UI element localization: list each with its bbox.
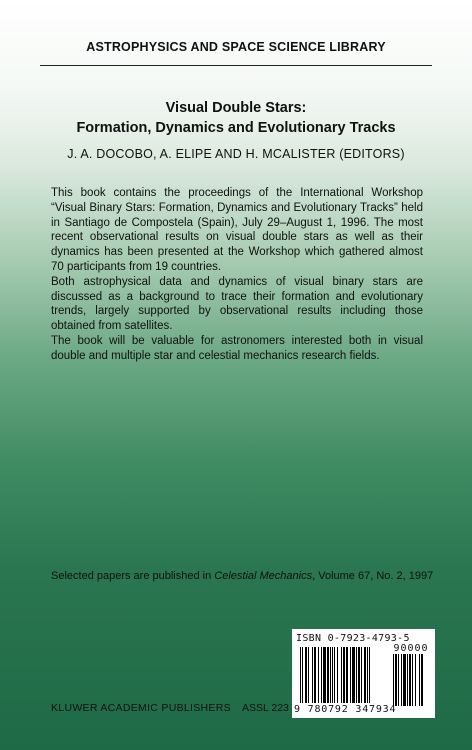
barcode-bar — [305, 647, 307, 703]
description-paragraph-2: Both astrophysical data and dynamics of visual binary stars are discussed as a background to trace their formation and evolutionary trends, largely supported by observational results including those obtained from satellites. — [51, 275, 423, 333]
barcode-bar — [352, 647, 355, 703]
barcode-bar — [330, 647, 331, 703]
barcode-bar — [337, 647, 338, 703]
description-paragraph-3: The book will be valuable for astronomers interested both in visual double and multiple star and celestial mechanics research fields. — [51, 334, 423, 362]
barcode-bar — [356, 647, 357, 703]
barcode — [292, 629, 435, 718]
barcode-bar — [395, 654, 397, 706]
ean-number: 9 780792 347934 — [294, 704, 397, 715]
barcode-bar — [415, 654, 416, 706]
barcode-bar — [367, 647, 368, 703]
publisher: KLUWER ACADEMIC PUBLISHERS — [51, 702, 231, 714]
barcode-bar — [401, 654, 402, 706]
barcode-bar — [302, 647, 303, 703]
description — [51, 186, 423, 364]
barcode-bar — [323, 647, 326, 703]
note-suffix: , Volume 67, No. 2, 1997 — [312, 570, 434, 582]
barcode-bar — [318, 647, 319, 703]
addon-number: 90000 — [393, 643, 429, 654]
ean-barcode-bars — [300, 647, 388, 703]
barcode-bar — [412, 654, 413, 706]
book-title — [0, 98, 472, 138]
series-title: ASTROPHYSICS AND SPACE SCIENCE LIBRARY — [86, 40, 386, 54]
journal-note — [51, 570, 433, 582]
barcode-bar — [300, 647, 301, 703]
addon-barcode-bars — [393, 654, 429, 706]
isbn-label: ISBN 0-7923-4793-5 — [296, 633, 410, 644]
barcode-bar — [327, 647, 329, 703]
barcode-bar — [350, 647, 351, 703]
title-line-2: Formation, Dynamics and Evolutionary Tracks — [76, 120, 396, 136]
title-line-1: Visual Double Stars: — [165, 100, 307, 116]
barcode-bar — [361, 647, 362, 703]
barcode-bar — [308, 647, 309, 703]
barcode-bar — [398, 654, 399, 706]
note-journal: Celestial Mechanics — [214, 570, 313, 582]
header-divider — [40, 65, 432, 66]
barcode-bar — [419, 654, 420, 706]
barcode-bar — [343, 647, 345, 703]
barcode-bar — [409, 654, 411, 706]
addon-barcode — [393, 643, 429, 711]
series-code: ASSL 223 — [242, 702, 289, 714]
editors: J. A. DOCOBO, A. ELIPE AND H. MCALISTER (EDITORS) — [67, 147, 405, 161]
barcode-bar — [358, 647, 360, 703]
barcode-bar — [321, 647, 322, 703]
barcode-bar — [341, 647, 342, 703]
note-prefix: Selected papers are published in — [51, 570, 215, 582]
barcode-bar — [407, 654, 408, 706]
description-paragraph-1: This book contains the proceedings of the International Workshop “Visual Binary Stars: Formation, Dynamics and Evolutionary Tracks” held in Santiago de Compostela (Spain), July 29–August 1, 1996. The most recent observational results on visual double stars as well as their dynamics has been presented at the Workshop which gathered almost 70 participants from 19 countries. — [51, 187, 423, 273]
barcode-bar — [332, 647, 333, 703]
barcode-bar — [312, 647, 313, 703]
barcode-bar — [334, 647, 335, 703]
barcode-bar — [421, 654, 423, 706]
barcode-bar — [314, 647, 316, 703]
barcode-bar — [364, 647, 366, 703]
barcode-bar — [403, 654, 406, 706]
barcode-bar — [346, 647, 348, 703]
barcode-bar — [393, 654, 394, 706]
barcode-bar — [369, 647, 370, 703]
